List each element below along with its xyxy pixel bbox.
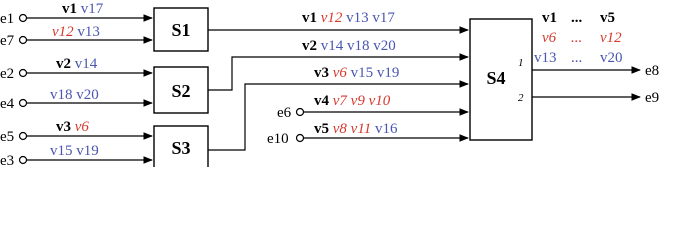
s4-port-2: 2: [518, 92, 524, 104]
e3-label: e3: [0, 153, 15, 167]
e4-wire-label: v18 v20: [50, 87, 99, 103]
s4-input-labels: [302, 10, 399, 137]
block-s4: [470, 19, 532, 140]
e9-label: e9: [645, 90, 660, 106]
out-row2-a: v6: [542, 30, 557, 46]
block-s3: [154, 126, 208, 167]
e2-wire-label: v2 v14: [56, 56, 98, 72]
out-row1-dots: ...: [571, 10, 583, 26]
s2-label: S2: [171, 81, 191, 101]
input-labels: [0, 11, 292, 167]
block-s1: [154, 8, 208, 51]
e6-terminal: [297, 109, 304, 116]
e1-wire-label: v1 v17: [62, 1, 104, 17]
out-row3-dots: ...: [571, 50, 583, 66]
s4-port-1: 1: [518, 57, 524, 69]
e4-terminal: [20, 100, 27, 107]
e3-wire-label: v15 v19: [50, 143, 99, 159]
e2-label: e2: [0, 66, 15, 82]
s4-output-wires: [532, 63, 659, 106]
e1-label: e1: [0, 11, 15, 27]
out-row3-b: v20: [600, 50, 623, 66]
e7-wire-label: v12 v13: [52, 24, 100, 40]
s3-label: S3: [171, 138, 191, 158]
s2-out-label: v2 v14 v18 v20: [302, 38, 396, 54]
e10-terminal: [297, 135, 304, 142]
e1-terminal: [20, 15, 27, 22]
e5-terminal: [20, 133, 27, 140]
s4-output-labels: [534, 10, 623, 66]
s4-label: S4: [486, 68, 506, 88]
e10-label: e10: [267, 131, 289, 147]
e4-label: e4: [0, 96, 15, 112]
input-wire-labels: [50, 1, 104, 159]
e7-terminal: [20, 37, 27, 44]
e8-label: e8: [645, 63, 660, 79]
e2-terminal: [20, 70, 27, 77]
out-row3-a: v13: [534, 50, 557, 66]
s1-out-label: v1 v12 v13 v17: [302, 10, 395, 26]
out-row2-b: v12: [600, 30, 622, 46]
out-row1-a: v1: [542, 10, 557, 26]
e6-label: e6: [277, 105, 292, 121]
out-row1-b: v5: [600, 10, 615, 26]
s1-label: S1: [171, 20, 191, 40]
e6-wire-label-v4: v4 v7 v9 v10: [314, 93, 391, 109]
e5-label: e5: [0, 129, 15, 145]
e7-label: e7: [0, 33, 15, 49]
out-row2-dots: ...: [571, 30, 583, 46]
e10-wire-label-v5: v5 v8 v11 v16: [314, 121, 398, 137]
s3-out-label: v3 v6 v15 v19: [314, 65, 400, 81]
e5-wire-label: v3 v6: [56, 119, 89, 135]
block-s2: [154, 67, 208, 113]
e3-terminal: [20, 157, 27, 164]
